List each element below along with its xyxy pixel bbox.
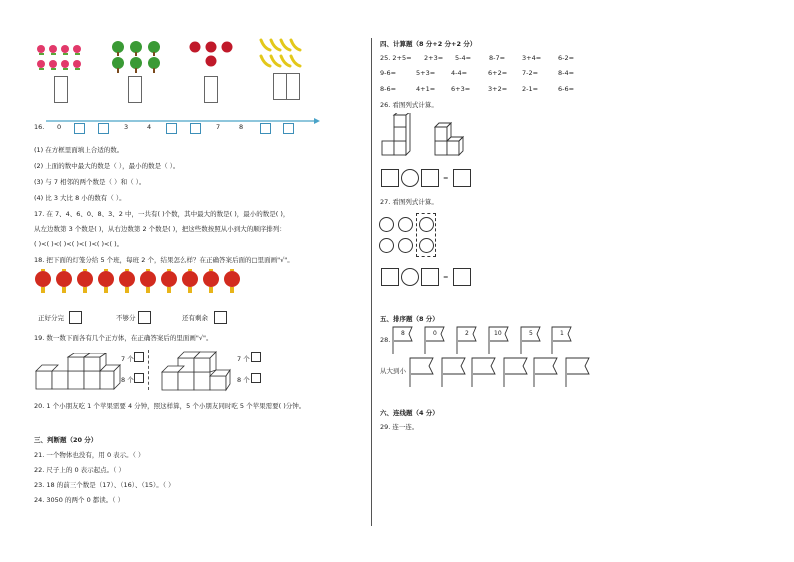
bananas-picture xyxy=(258,38,306,72)
circle-shape xyxy=(379,217,394,232)
cube-stack-b xyxy=(160,350,240,392)
flag-icon[interactable] xyxy=(533,357,559,387)
q27-text: 27. 看图列式计算。 xyxy=(380,198,438,206)
order-label: 从大到小 xyxy=(380,367,406,375)
q19-checkbox-b[interactable] xyxy=(134,373,144,383)
flag-number: 1 xyxy=(560,330,564,337)
calc-item: 6+3= xyxy=(451,85,471,93)
calc-item: 4-4= xyxy=(451,69,468,77)
q28-label: 28. xyxy=(380,336,391,344)
flag-icon[interactable] xyxy=(503,357,529,387)
q18-checkbox-3[interactable] xyxy=(214,311,227,324)
section6-title: 六、连线题（4 分） xyxy=(380,409,439,417)
q18-checkbox-2[interactable] xyxy=(138,311,151,324)
calc-item: 8-6= xyxy=(380,85,397,93)
answer-box[interactable] xyxy=(421,268,439,286)
calc-item: 6-6= xyxy=(558,85,575,93)
number-box[interactable] xyxy=(166,123,177,134)
flag-number: 2 xyxy=(465,330,469,337)
operator-circle[interactable] xyxy=(401,268,419,286)
calc-item: 3+2= xyxy=(488,85,508,93)
number-box[interactable] xyxy=(260,123,271,134)
q19-checkbox-d[interactable] xyxy=(251,373,261,383)
q23: 23. 18 的前三个数是（17）、（16）、（15）。（ ） xyxy=(34,481,175,489)
tick-label: 3 xyxy=(124,123,129,131)
answer-box-flowers[interactable] xyxy=(54,76,68,103)
flag-number: 8 xyxy=(401,330,405,337)
calc-item: 2-1= xyxy=(522,85,539,93)
section5-title: 五、排序题（8 分） xyxy=(380,315,439,323)
circle-shape xyxy=(419,217,434,232)
apples-picture xyxy=(188,40,238,70)
answer-box[interactable] xyxy=(421,169,439,187)
calc-item: 3+4= xyxy=(522,54,542,62)
calc-item: 25. 2+5= xyxy=(380,54,412,62)
number-box[interactable] xyxy=(98,123,109,134)
section3-title: 三、判断题（20 分） xyxy=(34,436,98,444)
operator-circle[interactable] xyxy=(401,169,419,187)
flag-icon[interactable] xyxy=(409,357,435,387)
circle-shape xyxy=(398,238,413,253)
circle-shape xyxy=(419,238,434,253)
calc-item: 6-2= xyxy=(558,54,575,62)
answer-box[interactable] xyxy=(381,268,399,286)
q16-item-4: (4) 比 3 大比 8 小的数有（ ）。 xyxy=(34,194,126,202)
q19-opt-a: 7 个 xyxy=(121,355,134,363)
calc-item: 8-7= xyxy=(489,54,506,62)
calc-item: 8-4= xyxy=(558,69,575,77)
flag-number: 5 xyxy=(529,330,533,337)
tick-label: 0 xyxy=(57,123,62,131)
flag-icon[interactable] xyxy=(441,357,467,387)
q26-cubes-picture xyxy=(380,113,480,161)
number-box[interactable] xyxy=(74,123,85,134)
number-line xyxy=(44,117,324,137)
flowers-picture xyxy=(35,43,85,73)
q19-text: 19. 数一数下面各有几个正方体，在正确答案后的里面画"√"。 xyxy=(34,334,213,342)
flag-icon[interactable] xyxy=(471,357,497,387)
flag-number: 0 xyxy=(433,330,437,337)
lanterns-picture xyxy=(34,268,244,296)
q17-line2: 从左边数第 3 个数是( )，从右边数第 2 个数是( )，把这些数按照从小到大的顺序排列： xyxy=(34,225,286,233)
q19-opt-c: 7 个 xyxy=(237,355,250,363)
section4-title: 四、计算题（8 分+2 分+2 分） xyxy=(380,40,477,48)
circle-shape xyxy=(398,217,413,232)
circle-shape xyxy=(379,238,394,253)
answer-box-apples[interactable] xyxy=(204,76,218,103)
calc-item: 6+2= xyxy=(488,69,508,77)
tick-label: 4 xyxy=(147,123,152,131)
q16-label: 16. xyxy=(34,123,45,131)
q18-option-1: 正好分完 xyxy=(38,314,64,322)
q16-item-1: (1) 在方框里面填上合适的数。 xyxy=(34,146,124,154)
number-box[interactable] xyxy=(283,123,294,134)
calc-item: 5+3= xyxy=(416,69,436,77)
q21: 21. 一个物体也没有，用 0 表示。（ ） xyxy=(34,451,145,459)
q24: 24. 3050 的两个 0 都读。（ ） xyxy=(34,496,125,504)
q16-item-2: (2) 上面的数中最大的数是（ ），最小的数是（ ）。 xyxy=(34,162,180,170)
answer-box-trees[interactable] xyxy=(128,76,142,103)
equals-sign: = xyxy=(443,174,449,182)
calc-item: 4+1= xyxy=(416,85,436,93)
q19-checkbox-a[interactable] xyxy=(134,352,144,362)
q18-text: 18. 把下面的灯笼分给 5 个班，每班 2 个，结果怎么样？在正确答案后面的□里面画"√"。 xyxy=(34,256,294,264)
tick-label: 8 xyxy=(239,123,244,131)
column-divider xyxy=(371,38,372,526)
q22: 22. 尺子上的 0 表示起点。（ ） xyxy=(34,466,125,474)
q18-checkbox-1[interactable] xyxy=(69,311,82,324)
q19-checkbox-c[interactable] xyxy=(251,352,261,362)
q29-text: 29. 连一连。 xyxy=(380,423,419,431)
q19-opt-d: 8 个 xyxy=(237,376,250,384)
q20-text: 20. 1 个小朋友吃 1 个苹果需要 4 分钟，照这样算，5 个小朋友同时吃 5 个苹果需要( )分钟。 xyxy=(34,402,306,410)
answer-box[interactable] xyxy=(381,169,399,187)
q26-text: 26. 看图列式计算。 xyxy=(380,101,438,109)
q19-separator xyxy=(148,350,149,390)
number-box[interactable] xyxy=(190,123,201,134)
calc-item: 9-6= xyxy=(380,69,397,77)
flag-icon[interactable] xyxy=(565,357,591,387)
q18-option-2: 不够分 xyxy=(116,314,136,322)
q18-option-3: 还有剩余 xyxy=(182,314,208,322)
flag-number: 10 xyxy=(494,330,502,337)
q16-item-3: (3) 与 7 相邻的两个数是（ ）和（ ）。 xyxy=(34,178,146,186)
q17-line1: 17. 在 7、4、6、0、8、3、2 中，一共有( )个数，其中最大的数是( )，最小的数是( )， xyxy=(34,210,290,218)
trees-picture xyxy=(110,40,165,74)
cube-stack-a xyxy=(34,353,124,391)
equals-sign: = xyxy=(443,273,449,281)
tick-label: 7 xyxy=(216,123,221,131)
q19-opt-b: 8 个 xyxy=(121,376,134,384)
q17-line3: ( )<( )<( )<( )<( )<( )<( )。 xyxy=(34,240,124,248)
calc-item: 7-2= xyxy=(522,69,539,77)
calc-item: 2+3= xyxy=(424,54,444,62)
answer-box[interactable] xyxy=(453,169,471,187)
calc-item: 5-4= xyxy=(455,54,472,62)
answer-box[interactable] xyxy=(453,268,471,286)
